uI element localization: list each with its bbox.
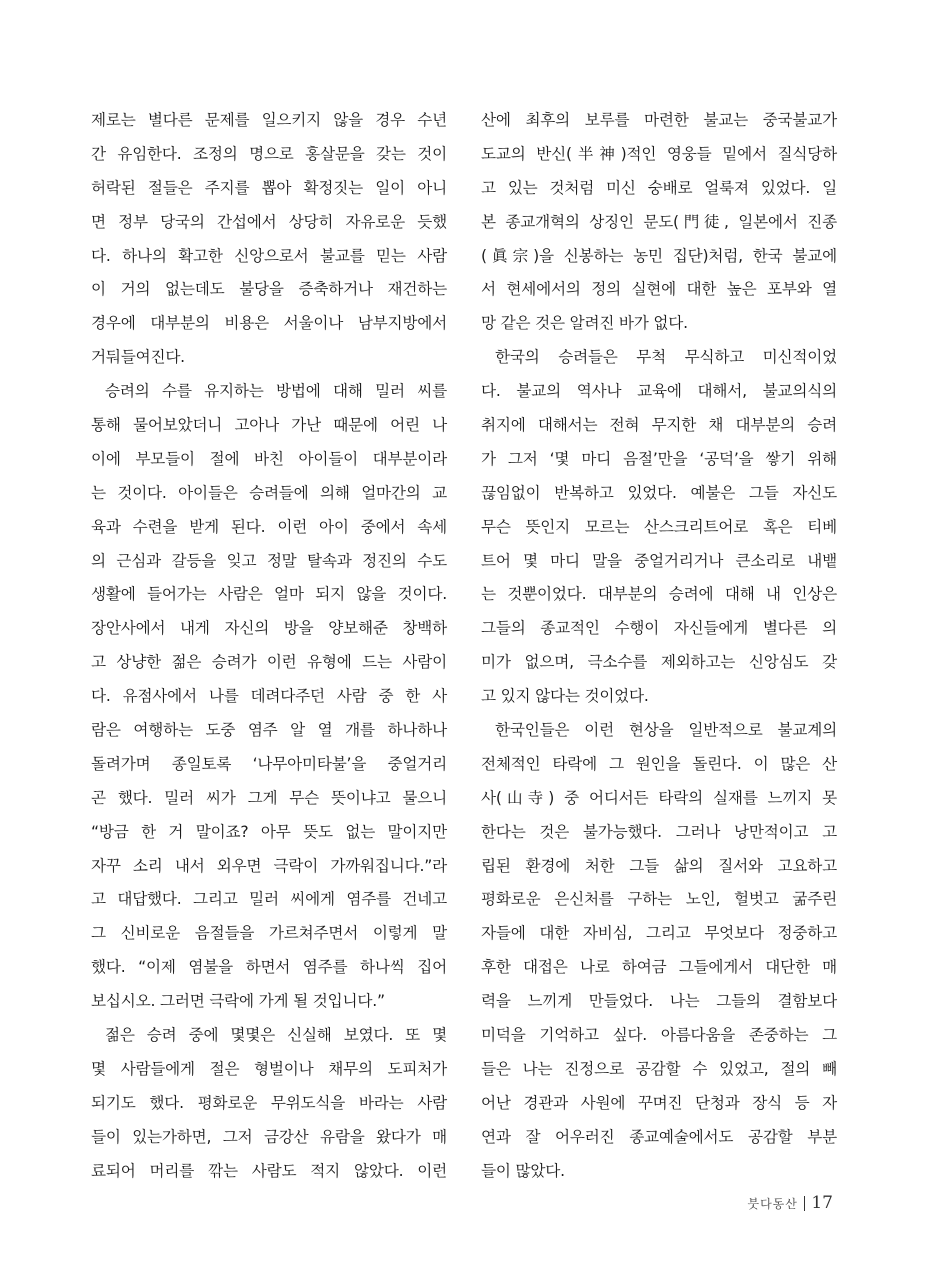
text-line: 고 있는 것처럼 미신 숭배로 얼룩져 있었다. 일 [481, 178, 837, 197]
text-line: 육과 수련을 받게 된다. 이런 아이 중에서 속세 [91, 517, 447, 536]
right-text-column [481, 104, 837, 1189]
text-line: 생활에 들어가는 사람은 얼마 되지 않을 것이다. [91, 585, 447, 604]
text-line: 는 것이다. 아이들은 승려들에 의해 얼마간의 교 [91, 483, 447, 502]
text-line: 연과 잘 어우러진 종교예술에서도 공감할 부분 [481, 1127, 837, 1146]
text-line: 어난 경관과 사원에 꾸며진 단청과 장식 등 자 [481, 1093, 837, 1112]
text-line: 료되어 머리를 깎는 사람도 적지 않았다. 이런 [91, 1161, 447, 1180]
text-line: 돌려가며 종일토록 ‘나무아미타불’을 중얼거리 [91, 754, 447, 773]
text-line: 후한 대접은 나로 하여금 그들에게서 대단한 매 [481, 958, 837, 977]
text-line: 경우에 대부분의 비용은 서울이나 남부지방에서 [91, 314, 447, 333]
text-line: 망 같은 것은 알려진 바가 없다. [481, 314, 688, 333]
text-line: 젊은 승려 중에 몇몇은 신실해 보였다. 또 몇 [105, 1026, 447, 1045]
text-line: 했다. “이제 염불을 하면서 염주를 하나씩 집어 [91, 958, 447, 977]
text-line: 면 정부 당국의 간섭에서 상당히 자유로운 듯했 [91, 212, 447, 231]
text-line: 되기도 했다. 평화로운 무위도식을 바라는 사람 [91, 1093, 447, 1112]
text-line: 람은 여행하는 도중 염주 알 열 개를 하나하나 [91, 721, 447, 740]
text-line: 도교의 반신(半神)적인 영웅들 밑에서 질식당하 [481, 144, 837, 163]
text-line: 다. 불교의 역사나 교육에 대해서, 불교의식의 [481, 382, 837, 401]
text-line: “방금 한 거 말이죠? 아무 뜻도 없는 말이지만 [91, 822, 447, 841]
text-line: 다. 하나의 확고한 신앙으로서 불교를 믿는 사람 [91, 246, 447, 265]
text-line: 허락된 절들은 주지를 뽑아 확정짓는 일이 아니 [91, 178, 447, 197]
text-line: 거둬들여진다. [91, 348, 185, 367]
text-line: 승려의 수를 유지하는 방법에 대해 밀러 씨를 [105, 382, 447, 401]
text-line: 서 현세에서의 정의 실현에 대한 높은 포부와 열 [481, 280, 837, 299]
text-line: 사(山寺) 중 어디서든 타락의 실재를 느끼지 못 [481, 788, 837, 807]
text-line: 간 유임한다. 조정의 명으로 홍살문을 갖는 것이 [91, 144, 447, 163]
text-line: 평화로운 은신처를 구하는 노인, 헐벗고 굶주린 [481, 890, 837, 909]
page-number: 17 [811, 1193, 833, 1213]
text-line: 한국인들은 이런 현상을 일반적으로 불교계의 [495, 721, 837, 740]
text-line: 들은 나는 진정으로 공감할 수 있었고, 절의 빼 [481, 1059, 837, 1078]
magazine-name: 붓다동산 [747, 1196, 798, 1211]
text-line: 트어 몇 마디 말을 중얼거리거나 큰소리로 내뱉 [481, 551, 837, 570]
text-line: 는 것뿐이었다. 대부분의 승려에 대해 내 인상은 [481, 585, 837, 604]
text-line: 본 종교개혁의 상징인 문도(門徒, 일본에서 진종 [481, 212, 837, 231]
text-line: 장안사에서 내게 자신의 방을 양보해준 창백하 [91, 619, 447, 638]
text-line: 보십시오. 그러면 극락에 가게 될 것입니다.” [91, 992, 385, 1011]
text-line: 고 있지 않다는 것이었다. [481, 687, 649, 706]
text-line: 립된 환경에 처한 그들 삶의 질서와 고요하고 [481, 856, 837, 875]
text-line: 들이 많았다. [481, 1161, 565, 1180]
text-line: 이 거의 없는데도 불당을 증축하거나 재건하는 [91, 280, 447, 299]
text-line: 미가 없으며, 극소수를 제외하고는 신앙심도 갖 [481, 653, 837, 672]
left-text-column [91, 104, 447, 1189]
text-line: 끊임없이 반복하고 있었다. 예불은 그들 자신도 [481, 483, 837, 502]
text-line: 곤 했다. 밀러 씨가 그게 무슨 뜻이냐고 물으니 [91, 788, 447, 807]
footer-divider [804, 1196, 806, 1211]
text-line: 다. 유점사에서 나를 데려다주던 사람 중 한 사 [91, 687, 447, 706]
text-line: 통해 물어보았더니 고아나 가난 때문에 어린 나 [91, 416, 447, 435]
text-line: 한국의 승려들은 무척 무식하고 미신적이었 [495, 348, 837, 367]
text-line: 가 그저 ‘몇 마디 음절’만을 ‘공덕’을 쌓기 위해 [481, 449, 837, 468]
text-line: 고 상냥한 젊은 승려가 이런 유형에 드는 사람이 [91, 653, 447, 672]
text-line: 취지에 대해서는 전혀 무지한 채 대부분의 승려 [481, 416, 837, 435]
text-line: 의 근심과 갈등을 잊고 정말 탈속과 정진의 수도 [91, 551, 447, 570]
text-line: 이에 부모들이 절에 바친 아이들이 대부분이라 [91, 449, 447, 468]
text-line: 산에 최후의 보루를 마련한 불교는 중국불교가 [481, 111, 837, 129]
text-line: 자꾸 소리 내서 외우면 극락이 가까워집니다.”라 [91, 856, 447, 875]
text-line: 무슨 뜻인지 모르는 산스크리트어로 혹은 티베 [481, 517, 837, 536]
text-line: 몇 사람들에게 절은 형벌이나 채무의 도피처가 [91, 1059, 447, 1078]
text-line: (眞宗)을 신봉하는 농민 집단)처럼, 한국 불교에 [481, 246, 837, 265]
text-line: 제로는 별다른 문제를 일으키지 않을 경우 수년 [91, 111, 447, 129]
text-line: 고 대답했다. 그리고 밀러 씨에게 염주를 건네고 [91, 890, 447, 909]
text-line: 자들에 대한 자비심, 그리고 무엇보다 정중하고 [481, 924, 837, 943]
text-line: 그 신비로운 음절들을 가르쳐주면서 이렇게 말 [91, 924, 447, 943]
text-line: 그들의 종교적인 수행이 자신들에게 별다른 의 [481, 619, 837, 638]
text-line: 미덕을 기억하고 싶다. 아름다움을 존중하는 그 [481, 1026, 837, 1045]
page-footer [747, 1193, 833, 1213]
text-line: 력을 느끼게 만들었다. 나는 그들의 결함보다 [481, 992, 837, 1011]
text-line: 전체적인 타락에 그 원인을 돌린다. 이 많은 산 [481, 754, 837, 773]
text-line: 한다는 것은 불가능했다. 그러나 낭만적이고 고 [481, 822, 837, 841]
text-line: 들이 있는가하면, 그저 금강산 유람을 왔다가 매 [91, 1127, 447, 1146]
